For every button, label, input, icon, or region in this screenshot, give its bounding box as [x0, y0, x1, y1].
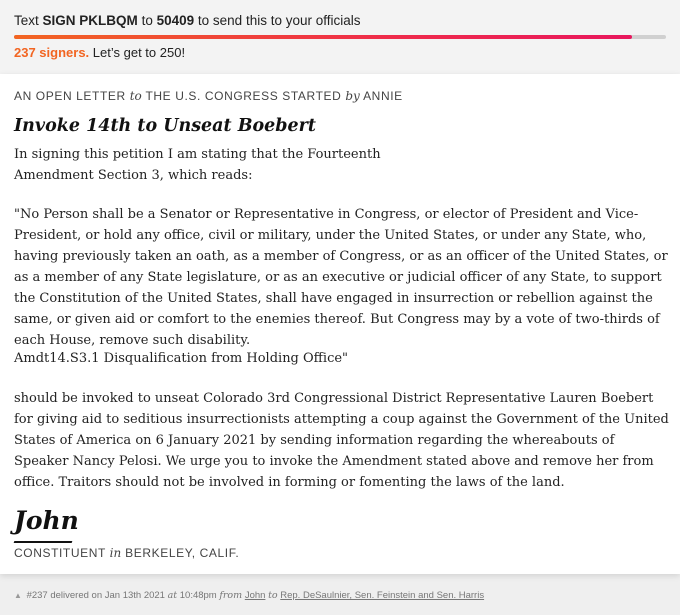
sms-keyword: SIGN PKLBQM — [42, 13, 138, 28]
eyebrow-open-letter: AN OPEN LETTER — [14, 89, 126, 103]
letter-paragraph-intro: In signing this petition I am stating that the Fourteenth Amendment Section 3, which reads: — [14, 147, 381, 183]
letter-paragraph-citation: Amdt14.S3.1 Disqualification from Holding Office" — [14, 351, 349, 366]
signers-goal-message: Let’s get to 250! — [92, 45, 186, 60]
letter-title: Invoke 14th to Unseat Boebert — [14, 116, 316, 136]
delivery-from: from — [219, 590, 243, 601]
sms-signup-bar — [0, 0, 680, 74]
signers-status — [14, 45, 185, 60]
constituent-label: CONSTITUENT — [14, 546, 106, 560]
sms-number: 50409 — [156, 13, 195, 28]
eyebrow-author: ANNIE — [363, 89, 403, 103]
delivery-recipients-link[interactable]: Rep. DeSaulnier, Sen. Feinstein and Sen. Harris — [280, 590, 485, 601]
letter-eyebrow — [14, 89, 403, 103]
constituent-city: BERKELEY, CALIF. — [125, 546, 240, 560]
sms-instruction — [14, 13, 361, 28]
sms-prefix: Text — [14, 13, 39, 28]
letter-paragraph-request: should be invoked to unseat Colorado 3rd Congressional District Representative Lauren Boebert for giving aid to seditious insurrectionists attempting a coup against the Government of the United States of America on 6 January 2021 by sending information regarding the whereabouts of Speaker Nancy Pelosi. We urge you to invoke the Amendment stated above and remove her from office. Traitors should not be involved in forming or fomenting the laws of the land. — [14, 391, 669, 490]
sms-suffix: to send this to your officials — [197, 13, 361, 28]
sms-to-word: to — [141, 13, 153, 28]
delivery-to: to — [268, 590, 278, 601]
delivery-time: 10:48pm — [179, 590, 217, 601]
delivery-info — [14, 590, 484, 601]
eyebrow-by: by — [345, 89, 360, 103]
delivery-at: at — [167, 590, 178, 601]
constituent-in: in — [109, 546, 122, 560]
open-letter-card — [0, 74, 680, 574]
signer-progress-bar — [14, 35, 666, 39]
delivery-delivered-on: delivered on — [50, 590, 103, 601]
triangle-up-icon: ▲ — [14, 591, 22, 600]
constituent-line — [14, 546, 239, 560]
signers-count: 237 signers. — [14, 45, 90, 60]
delivery-date: Jan 13th 2021 — [104, 590, 165, 601]
signature-underline — [14, 541, 73, 543]
signer-progress-fill — [14, 35, 632, 39]
eyebrow-recipient: THE U.S. CONGRESS STARTED — [145, 89, 342, 103]
signature: John — [14, 506, 79, 535]
eyebrow-to: to — [129, 89, 142, 103]
letter-paragraph-quote: "No Person shall be a Senator or Representative in Congress, or elector of President and Vice-President, or hold any office, civil or military, under the United States, or under any State, who, having previously taken an oath, as a member of Congress, or as an officer of the United States, or as a member of any State legislature, or as an executive or judicial officer of any State, to support the Constitution of the United States, shall have engaged in insurrection or rebellion against the same, or given aid or comfort to the enemies thereof. But Congress may by a vote of two-thirds of each House, remove such disability. — [14, 207, 668, 348]
delivery-number: #237 — [26, 590, 48, 601]
delivery-from-link[interactable]: John — [244, 590, 266, 601]
